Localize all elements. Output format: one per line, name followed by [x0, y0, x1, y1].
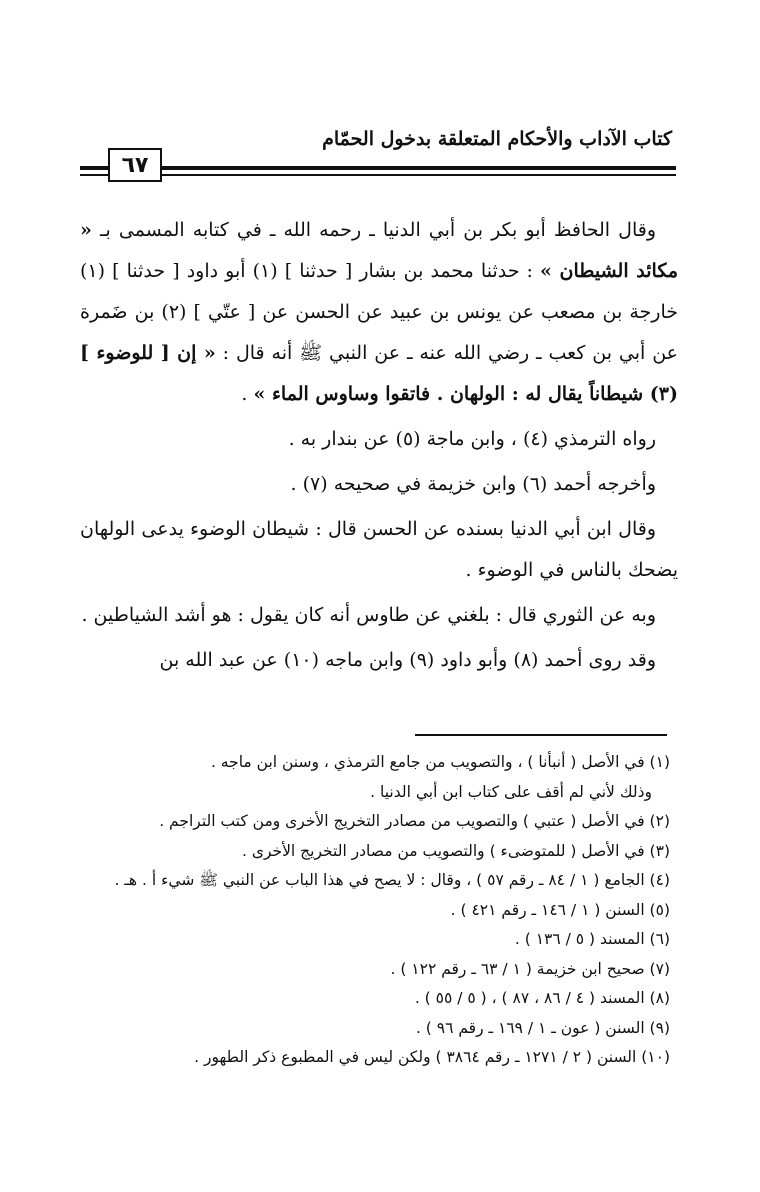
footnotes — [80, 748, 670, 1073]
paragraph-1 — [80, 210, 678, 415]
page-number: ٦٧ — [108, 148, 162, 182]
footnote-8: (٨) المسند ( ٤ / ٨٦ ، ٨٧ ) ، ( ٥ / ٥٥ ) . — [414, 989, 670, 1007]
paragraph-1-intro: وقال الحافظ أبو بكر بن أبي الدنيا ـ رحمه الله ـ في كتابه المسمى بـ — [99, 219, 656, 241]
footnote-10: (١٠) السنن ( ٢ / ١٢٧١ ـ رقم ٣٨٦٤ ) ولكن ليس في المطبوع ذكر الطهور . — [194, 1048, 670, 1066]
book-title: « مكائد الشيطان » — [80, 219, 678, 282]
paragraph-4: وقال ابن أبي الدنيا بسنده عن الحسن قال : شيطان الوضوء يدعى الولهان يضحك بالناس في الوضوء . — [80, 518, 678, 581]
footnote-9: (٩) السنن ( عون ـ ١ / ١٦٩ ـ رقم ٩٦ ) . — [415, 1018, 670, 1037]
header-rule-thick — [80, 166, 676, 170]
running-header-title: كتاب الآداب والأحكام المتعلقة بدخول الحمّام — [322, 128, 672, 150]
paragraph-2: رواه الترمذي (٤) ، وابن ماجة (٥) عن بندار به . — [288, 428, 656, 450]
footnote-4: (٤) الجامع ( ١ / ٨٤ ـ رقم ٥٧ ) ، وقال : لا يصح في هذا الباب عن النبي ﷺ شيء أ . هـ . — [114, 871, 670, 889]
paragraph-1-isnad: : حدثنا محمد بن بشار [ حدثنا ] (١) أبو داود [ حدثنا ] (١) خارجة بن مصعب عن يونس بن عبيد عن الحسن عن [ عتّي ] (٢) بن ضَمرة عن أبي بن كعب ـ رضي الله عنه ـ عن النبي ﷺ أنه قال : — [80, 260, 679, 364]
footnote-3: (٣) في الأصل ( للمتوضىء ) والتصويب من مصادر التخريج الأخرى . — [241, 841, 670, 860]
footnote-7: (٧) صحيح ابن خزيمة ( ١ / ٦٣ ـ رقم ١٢٢ ) . — [390, 959, 670, 978]
footnote-1: (١) في الأصل ( أنبأنا ) ، والتصويب من جامع الترمذي ، وسنن ابن ماجه . — [210, 753, 670, 771]
footnote-5: (٥) السنن ( ١ / ١٤٦ ـ رقم ٤٢١ ) . — [450, 900, 670, 919]
hadith-quote: « إن [ للوضوء ] (٣) شيطاناً يقال له : الولهان . فاتقوا وساوس الماء » — [80, 342, 678, 405]
paragraph-6: وقد روى أحمد (٨) وأبو داود (٩) وابن ماجه (١٠) عن عبد الله بن — [159, 649, 656, 671]
footnote-separator — [415, 734, 667, 736]
footnote-1-continued: وذلك لأني لم أقف على كتاب ابن أبي الدنيا . — [370, 782, 652, 801]
main-text — [80, 210, 678, 681]
header-rule-thin — [80, 174, 676, 176]
paragraph-3: وأخرجه أحمد (٦) وابن خزيمة في صحيحه (٧) . — [290, 473, 656, 495]
paragraph-5: وبه عن الثوري قال : بلغني عن طاوس أنه كان يقول : هو أشد الشياطين . — [81, 604, 656, 626]
footnote-6: (٦) المسند ( ٥ / ١٣٦ ) . — [514, 930, 670, 948]
footnote-2: (٢) في الأصل ( عتبي ) والتصويب من مصادر التخريج الأخرى ومن كتب التراجم . — [159, 812, 670, 830]
paragraph-1-end: . — [241, 383, 254, 405]
